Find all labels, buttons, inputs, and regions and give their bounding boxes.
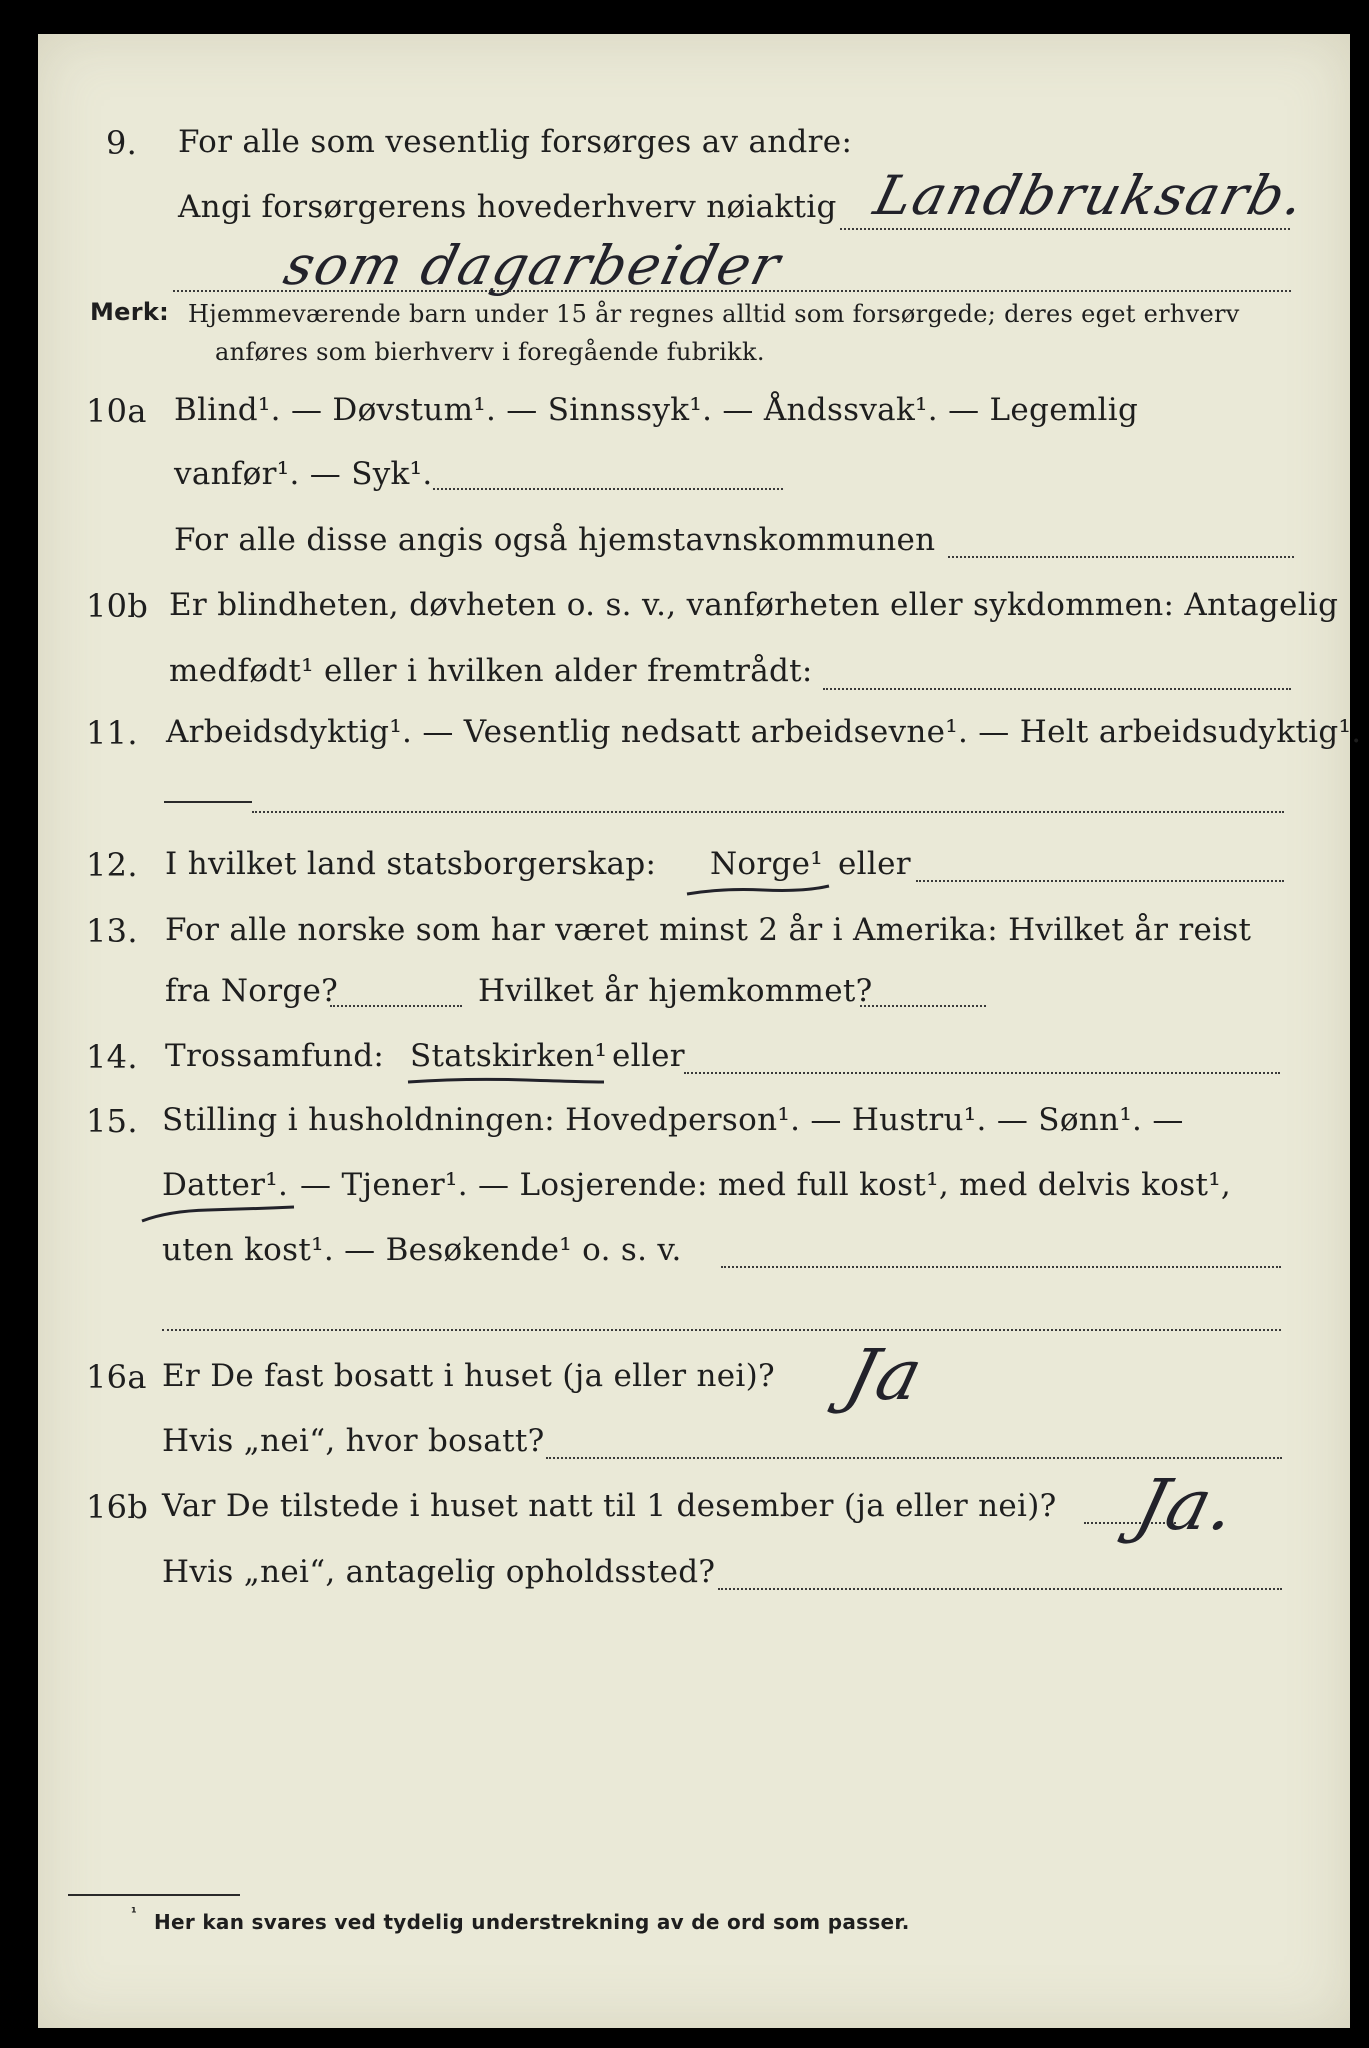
footnote-text: Her kan svares ved tydelig understrekning av de ord som passer.	[154, 1910, 910, 1934]
footnote-rule	[68, 1894, 240, 1896]
q11-answer-line	[252, 811, 1284, 813]
q13-line2b: Hvilket år hjemkommet?	[478, 973, 873, 1009]
q10a-hjemstavn-line	[948, 556, 1294, 558]
q15-line2b: — Tjener¹. — Losjerende: med full kost¹, med delvis kost¹,	[300, 1167, 1232, 1203]
q14-prefix: Trossamfund:	[165, 1038, 385, 1074]
q16b-line2: Hvis „nei“, antagelig opholdssted?	[162, 1554, 716, 1590]
q15-line1: Stilling i husholdningen: Hovedperson¹. — Hustru¹. — Sønn¹. —	[162, 1102, 1184, 1138]
q12-norge: Norge¹	[710, 846, 824, 882]
q15-datter: Datter¹.	[162, 1167, 289, 1203]
q14-answer-line	[684, 1072, 1280, 1074]
q16a-line2: Hvis „nei“, hvor bosatt?	[162, 1423, 545, 1459]
q9-line1: For alle som vesentlig forsørges av andre:	[178, 124, 853, 160]
q10a-line1: Blind¹. — Døvstum¹. — Sinnssyk¹. — Åndssvak¹. — Legemlig	[174, 392, 1139, 428]
q16a-number: 16a	[86, 1358, 147, 1396]
q10a-number: 10a	[86, 392, 147, 430]
merk-line2: anføres som bierhverv i foregående fubrikk.	[215, 338, 765, 366]
merk-label: Merk:	[90, 298, 170, 326]
footnote-mark: ¹	[131, 1906, 137, 1921]
q13-hjemkommet-line	[860, 1005, 986, 1007]
q16a-answer: Ja	[837, 1334, 933, 1416]
q12-suffix: eller	[838, 846, 911, 882]
q16b-number: 16b	[86, 1488, 149, 1526]
q9-answer-occupation: Landbruksarb.	[868, 164, 1313, 227]
q15-datter-underline	[138, 1201, 298, 1227]
q13-line2a: fra Norge?	[165, 973, 339, 1009]
q10b-line1: Er blindheten, døvheten o. s. v., vanførheten eller sykdommen: Antagelig	[169, 587, 1339, 623]
q14-number: 14.	[86, 1038, 138, 1076]
q16a-answer-line	[546, 1457, 1282, 1459]
q11-underline-mark	[164, 801, 252, 803]
q9-line2: Angi forsørgerens hovederhverv nøiaktig	[178, 189, 837, 225]
q11-line1: Arbeidsdyktig¹. — Vesentlig nedsatt arbeidsevne¹. — Helt arbeidsudyktig¹.	[166, 714, 1362, 750]
q12-prefix: I hvilket land statsborgerskap:	[165, 846, 657, 882]
q10a-line2: vanfør¹. — Syk¹.	[174, 456, 433, 492]
q10b-number: 10b	[86, 587, 149, 625]
q16b-answer-line-2	[718, 1588, 1282, 1590]
q15-extra-line	[162, 1329, 1281, 1331]
q16a-line1: Er De fast bosatt i huset (ja eller nei)?	[162, 1358, 775, 1394]
q12-answer-line	[916, 880, 1284, 882]
q12-number: 12.	[86, 846, 138, 884]
paper-sheet	[38, 34, 1362, 2028]
q9-answer-line-1	[840, 228, 1290, 230]
q9-number: 9.	[106, 124, 138, 162]
q10b-answer-line	[823, 688, 1291, 690]
q12-norge-underline	[683, 880, 833, 904]
q9-answer-detail: som dagarbeider	[278, 234, 788, 297]
merk-line1: Hjemmeværende barn under 15 år regnes alltid som forsørgede; deres eget erhverv	[188, 300, 1240, 328]
q9-answer-line-2	[173, 290, 1291, 292]
q10a-answer-line	[433, 488, 783, 490]
q13-line1: For alle norske som har været minst 2 år i Amerika: Hvilket år reist	[165, 912, 1252, 948]
q15-number: 15.	[86, 1102, 138, 1140]
q16b-answer: Ja.	[1127, 1464, 1247, 1546]
q10a-line3: For alle disse angis også hjemstavnskommunen	[174, 522, 936, 558]
q15-answer-line	[721, 1266, 1281, 1268]
q15-line3: uten kost¹. — Besøkende¹ o. s. v.	[162, 1232, 682, 1268]
q10b-line2: medfødt¹ eller i hvilken alder fremtrådt:	[169, 653, 813, 689]
q14-statskirken: Statskirken¹	[410, 1038, 608, 1074]
q14-suffix: eller	[612, 1038, 685, 1074]
q14-statskirken-underline	[406, 1072, 606, 1092]
q11-number: 11.	[86, 714, 138, 752]
q13-number: 13.	[86, 912, 138, 950]
q13-reist-line	[330, 1005, 462, 1007]
q16b-line1: Var De tilstede i huset natt til 1 desember (ja eller nei)?	[162, 1488, 1057, 1524]
